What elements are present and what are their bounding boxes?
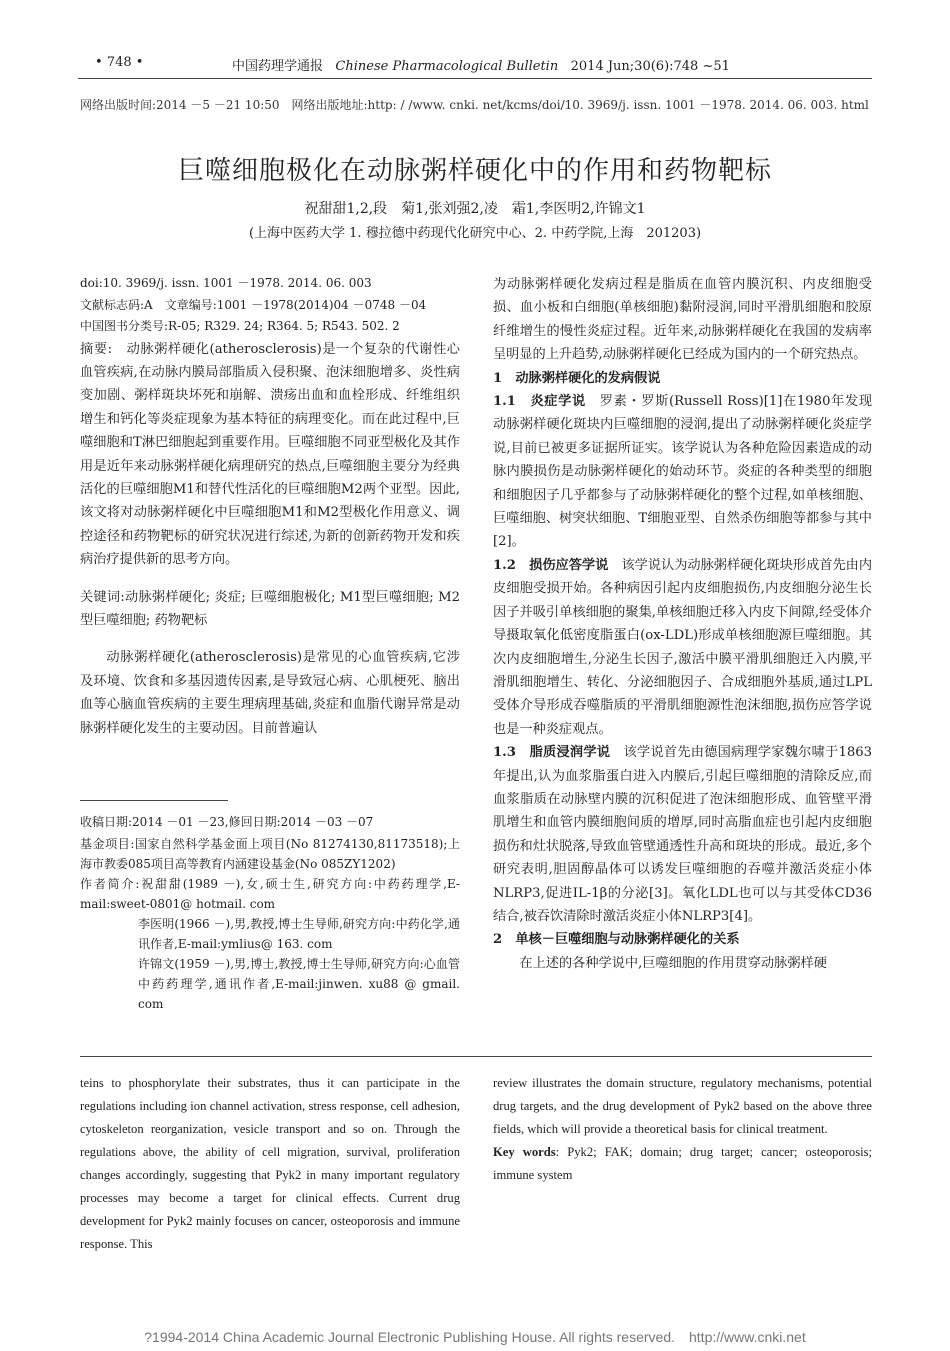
section-1-2-heading: 1.2 损伤应答学说	[493, 557, 609, 573]
english-keywords	[493, 1141, 872, 1187]
header-rule	[78, 78, 872, 79]
journal-name-cn: 中国药理学通报	[232, 59, 324, 74]
english-abstract-right	[493, 1072, 872, 1187]
author-bio-3: 许锦文(1959 －),男,博士,教授,博士生导师,研究方向:心血管中药药理学,通讯作者,E-mail:jinwen. xu88 @ gmail. com	[138, 957, 460, 1011]
section-1-heading: 1 动脉粥样硬化的发病假说	[493, 370, 661, 386]
section-1-3	[493, 741, 872, 928]
author-bio-1: 作者简介:祝甜甜(1989 －),女,硕士生,研究方向:中药药理学,E-mail:sweet-0801@ hotmail. com	[80, 877, 460, 911]
key-words-text: : Pyk2; FAK; domain; drug target; cancer; osteoporosis; immune system	[493, 1145, 872, 1182]
section-1-1	[493, 390, 872, 554]
english-abstract-text-left: teins to phosphorylate their substrates, thus it can participate in the regulations including ion channel activation, stress response, cell adhesion, cytoskeleton reorganization, vesicle transport and so on. Through the regulations above, the ability of cell migration, survival, proliferation changes accordingly, suggesting that Pyk2 in many important regulatory processes may become a target for clinical effects. Current drug development for Pyk2 mainly focuses on cancer, osteoporosis and immune response. This	[80, 1076, 460, 1251]
journal-issue: 2014 Jun;30(6):748 ~51	[570, 59, 730, 74]
english-abstract-text-right: review illustrates the domain structure, regulatory mechanisms, potential drug targets, and the drug development of Pyk2 based on the above three fields, which will provide a theoretical basis for clinical treatment.	[493, 1076, 872, 1136]
english-separator	[80, 1056, 872, 1057]
author-bio-2: 李医明(1966 －),男,教授,博士生导师,研究方向:中药化学,通讯作者,E-mail:ymlius@ 163. com	[138, 917, 460, 951]
classification-number: 中国图书分类号:R-05; R329. 24; R364. 5; R543. 502. 2	[80, 319, 400, 333]
received-date: 收稿日期:2014 －01 －23,修回日期:2014 －03 －07	[80, 815, 374, 829]
section-2-text: 在上述的各种学说中,巨噬细胞的作用贯穿动脉粥样硬	[519, 955, 827, 971]
journal-header	[232, 55, 730, 74]
affiliation: (上海中医药大学 1. 穆拉德中药现代化研究中心、2. 中药学院,上海 201203)	[248, 226, 702, 241]
section-1-2-text: 该学说认为动脉粥样硬化斑块形成首先由内皮细胞受损开始。各种病因引起内皮细胞损伤,内皮细胞分泌生长因子并吸引单核细胞的聚集,单核细胞迁移入内皮下间隙,经受体介导摄取氧化低密度脂蛋白(ox-LDL)形成单核细胞源巨噬细胞。其次内皮细胞增生,分泌生长因子,激活中膜平滑肌细胞迁入内膜,平滑肌细胞增生、转化、分泌细胞因子、合成细胞外基质,通过LPL受体介导形成吞噬脂质的平滑肌细胞源性泡沫细胞,损伤应答学说也是一种炎症观点。	[493, 557, 873, 737]
page-number: • 748 •	[95, 55, 144, 70]
right-column	[493, 273, 872, 975]
article-title: 巨噬细胞极化在动脉粥样硬化中的作用和药物靶标	[177, 156, 772, 186]
section-1-1-heading: 1.1 炎症学说	[493, 394, 586, 410]
online-publication-info: 网络出版时间:2014 －5 －21 10:50 网络出版地址:http: / /www. cnki. net/kcms/doi/10. 3969/j. issn. 1001 －1978. 2014. 06. 003. html	[80, 98, 869, 112]
key-words-label: Key words	[493, 1145, 556, 1159]
abstract: 摘要: 动脉粥样硬化(atherosclerosis)是一个复杂的代谢性心血管疾病,在动脉内膜局部脂质入侵积聚、泡沫细胞增多、炎性病变加剧、粥样斑块坏死和崩解、溃疡出血和血栓形成、纤维组织增生和钙化等炎症现象为基本特征的病理变化。而在此过程中,巨噬细胞和T淋巴细胞起到重要作用。巨噬细胞不同亚型极化及其作用是近年来动脉粥样硬化病理研究的热点,巨噬细胞主要分为经典活化的巨噬细胞M1和替代性活化的巨噬细胞M2两个亚型。因此,该文将对动脉粥样硬化中巨噬细胞M1和M2型极化作用意义、调控途径和药物靶标的研究状况进行综述,为新的创新药物开发和疾病治疗提供新的思考方向。	[80, 341, 460, 568]
keywords: 关键词:动脉粥样硬化; 炎症; 巨噬细胞极化; M1型巨噬细胞; M2型巨噬细胞; 药物靶标	[80, 589, 460, 628]
section-1-3-heading: 1.3 脂质浸润学说	[493, 745, 611, 761]
document-code: 文献标志码:A 文章编号:1001 －1978(2014)04 －0748 －04	[80, 297, 427, 312]
author-list: 祝甜甜1,2,段 菊1,张刘强2,凌 霜1,李医明2,许锦文1	[304, 201, 646, 217]
journal-name-en: Chinese Pharmacological Bulletin	[335, 59, 559, 74]
copyright-footer: ?1994-2014 China Academic Journal Electronic Publishing House. All rights reserved. http://www.cnki.net	[144, 1329, 806, 1345]
section-1-3-text: 该学说首先由德国病理学家魏尔啸于1863年提出,认为血浆脂蛋白进入内膜后,引起巨噬细胞的清除反应,而血浆脂质在动脉壁内膜的沉积促进了泡沫细胞形成、血管壁平滑肌增生和血管内膜细胞间质的增厚,同时高脂血症也引起内皮细胞损伤和灶状脱落,导致血管壁通透性升高和斑块的形成。最近,多个研究表明,胆固醇晶体可以诱发巨噬细胞的吞噬并激活炎症小体NLRP3,促进IL-1β的分泌[3]。氧化LDL也可以与其受体CD36结合,被吞饮清除时激活炎症小体NLRP3[4]。	[493, 745, 872, 924]
section-1-2	[493, 554, 872, 741]
intro-paragraph: 动脉粥样硬化(atherosclerosis)是常见的心血管疾病,它涉及环境、饮食和多基因遗传因素,是导致冠心病、心肌梗死、脑出血等心脑血管疾病的主要生理病理基础,炎症和血脂代谢异常是动脉粥样硬化发生的主要动因。目前普遍认	[80, 650, 460, 736]
fund-info: 基金项目:国家自然科学基金面上项目(No 81274130,81173518);上海市教委085项目高等教育内涵建设基金(No 085ZY1202)	[80, 837, 460, 871]
footnote-rule	[80, 800, 228, 801]
paragraph-continued: 为动脉粥样硬化发病过程是脂质在血管内膜沉积、内皮细胞受损、血小板和白细胞(单核细胞)黏附浸润,同时平滑肌细胞和胶原纤维增生的慢性炎症过程。近年来,动脉粥样硬化在我国的发病率呈明显的上升趋势,动脉粥样硬化已经成为国内的一个研究热点。	[493, 277, 872, 363]
left-column	[80, 273, 460, 740]
section-1-1-text: 罗素・罗斯(Russell Ross)[1]在1980年发现动脉粥样硬化斑块内巨噬细胞的浸润,提出了动脉粥样硬化炎症学说,目前已被更多证据所证实。该学说认为各种危险因素造成的动脉内膜损伤是动脉粥样硬化的始动环节。炎症的各种类型的细胞和细胞因子几乎都参与了动脉粥样硬化的整个过程,如单核细胞、巨噬细胞、树突状细胞、T细胞亚型、自然杀伤细胞等都参与其中[2]。	[493, 394, 873, 550]
doi: doi:10. 3969/j. issn. 1001 －1978. 2014. 06. 003	[80, 276, 372, 290]
english-abstract-left	[80, 1072, 460, 1256]
section-2-heading: 2 单核－巨噬细胞与动脉粥样硬化的关系	[493, 932, 740, 948]
footnotes	[80, 812, 460, 1014]
